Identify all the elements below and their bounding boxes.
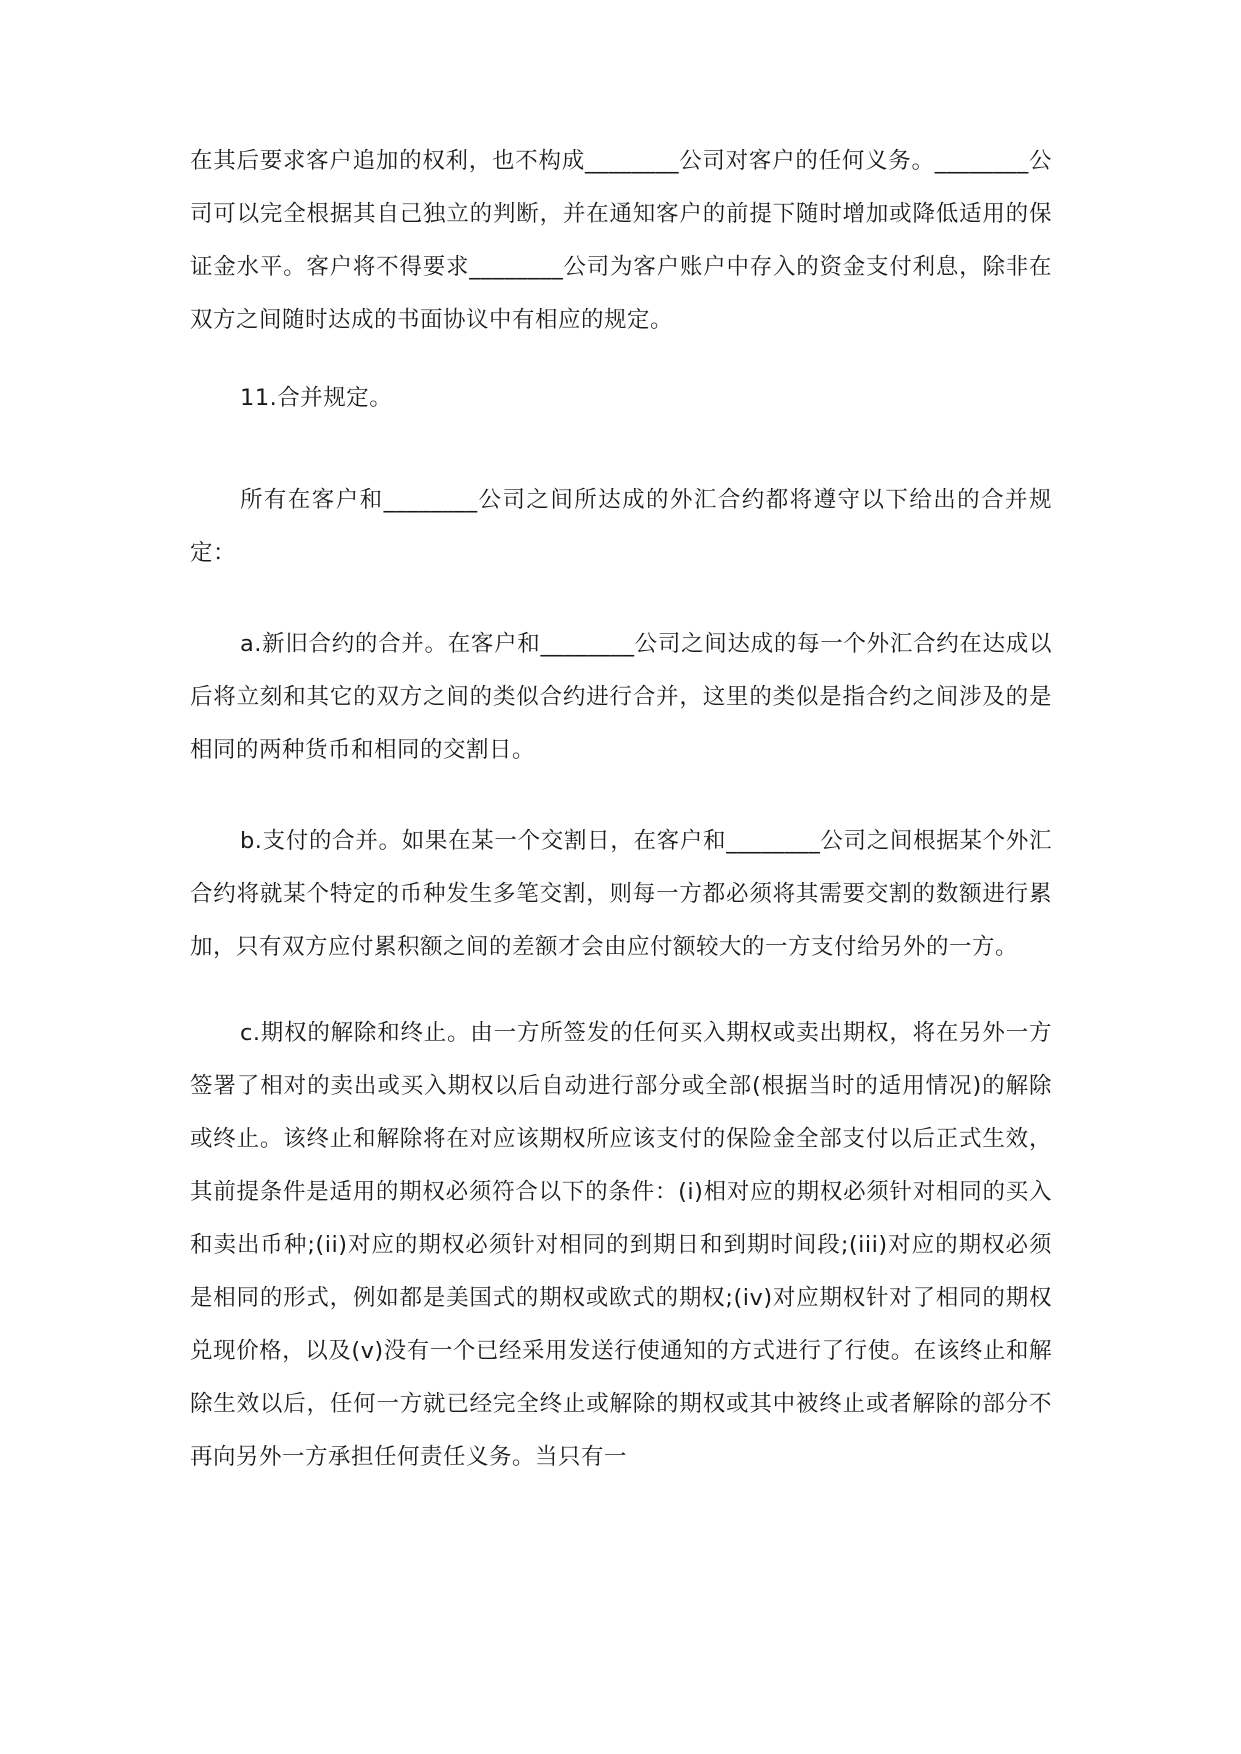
paragraph-merger-intro: 所有在客户和________公司之间所达成的外汇合约都将遵守以下给出的合并规定：	[190, 487, 1052, 566]
section-heading-11: 11.合并规定。	[240, 385, 393, 411]
paragraph-clause-c: c.期权的解除和终止。由一方所签发的任何买入期权或卖出期权，将在另外一方签署了相对的卖出或买入期权以后自动进行部分或全部(根据当时的适用情况)的解除或终止。该终止和解除将在对应该期权所应该支付的保险金全部支付以后正式生效，其前提条件是适用的期权必须符合以下的条件：(i)相对应的期权必须针对相同的买入和卖出币种;(ii)对应的期权必须针对相同的到期日和到期时间段;(iii)对应的期权必须是相同的形式，例如都是美国式的期权或欧式的期权;(iv)对应期权针对了相同的期权兑现价格，以及(v)没有一个已经采用发送行使通知的方式进行了行使。在该终止和解除生效以后，任何一方就已经完全终止或解除的期权或其中被终止或者解除的部分不再向另外一方承担任何责任义务。当只有一	[190, 1020, 1052, 1470]
paragraph-margin-obligations: 在其后要求客户追加的权利，也不构成________公司对客户的任何义务。________公司可以完全根据其自己独立的判断，并在通知客户的前提下随时增加或降低适用的保证金水平。客户将不得要求________公司为客户账户中存入的资金支付利息，除非在双方之间随时达成的书面协议中有相应的规定。	[190, 148, 1052, 333]
paragraph-clause-b: b.支付的合并。如果在某一个交割日，在客户和________公司之间根据某个外汇合约将就某个特定的币种发生多笔交割，则每一方都必须将其需要交割的数额进行累加，只有双方应付累积额之间的差额才会由应付额较大的一方支付给另外的一方。	[190, 828, 1052, 960]
paragraph-clause-a: a.新旧合约的合并。在客户和________公司之间达成的每一个外汇合约在达成以后将立刻和其它的双方之间的类似合约进行合并，这里的类似是指合约之间涉及的是相同的两种货币和相同的交割日。	[190, 631, 1052, 763]
